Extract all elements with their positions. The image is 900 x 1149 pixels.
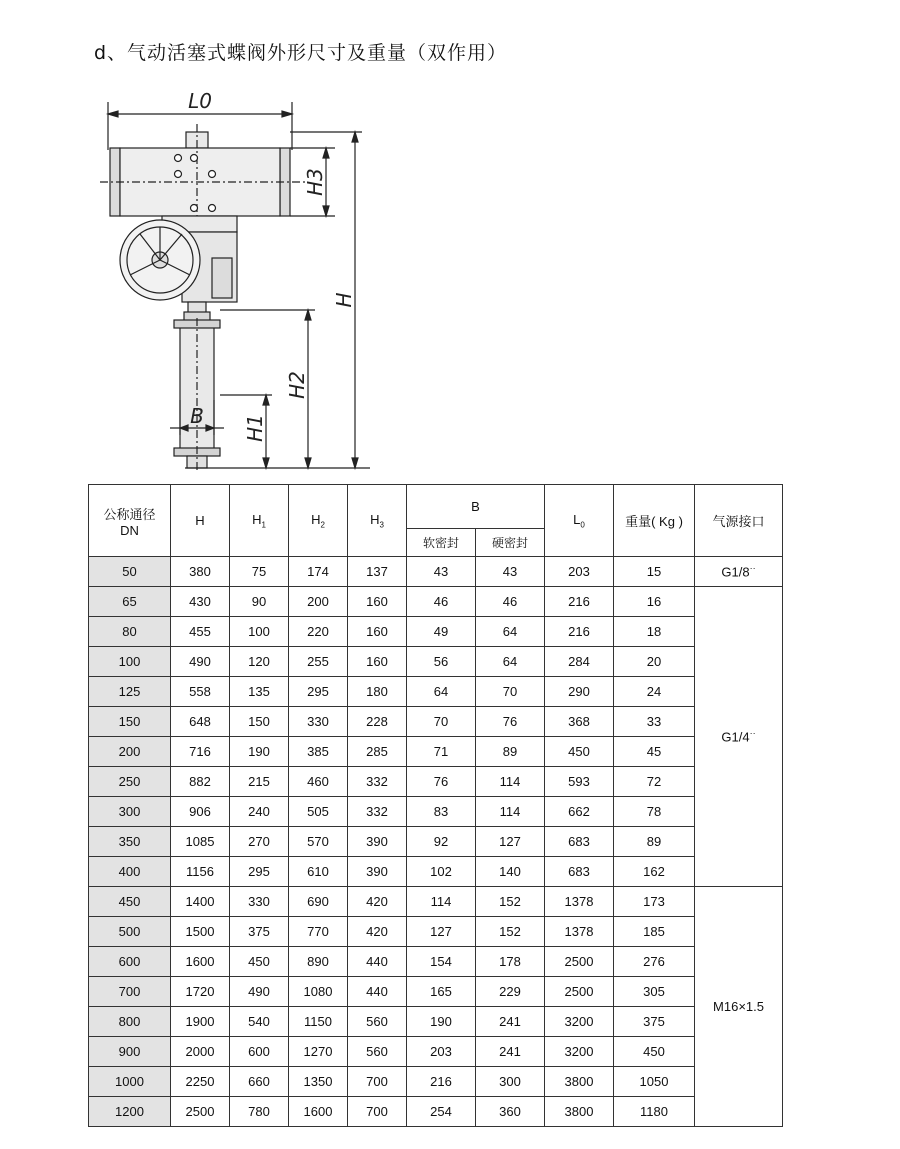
cell-b-hard: 241: [476, 1037, 545, 1067]
cell-b-soft: 92: [407, 827, 476, 857]
page-title: d、气动活塞式蝶阀外形尺寸及重量（双作用）: [94, 42, 508, 64]
cell-h3: 700: [348, 1067, 407, 1097]
table-row: [89, 677, 783, 707]
cell-h2: 610: [289, 857, 348, 887]
cell-h2: 570: [289, 827, 348, 857]
cell-h3: 180: [348, 677, 407, 707]
cell-dn: 100: [89, 647, 171, 677]
cell-weight: 16: [614, 587, 695, 617]
cell-weight: 20: [614, 647, 695, 677]
cell-l0: 683: [545, 857, 614, 887]
cell-weight: 18: [614, 617, 695, 647]
cell-b-soft: 190: [407, 1007, 476, 1037]
table-row: [89, 767, 783, 797]
cell-h2: 1350: [289, 1067, 348, 1097]
cell-h1: 600: [230, 1037, 289, 1067]
table-body: [89, 557, 783, 1127]
cell-b-soft: 254: [407, 1097, 476, 1127]
cell-dn: 350: [89, 827, 171, 857]
cell-dn: 200: [89, 737, 171, 767]
cell-air-connection: [695, 557, 783, 587]
cell-h1: 330: [230, 887, 289, 917]
header-dn-line1: 公称通径: [103, 506, 156, 522]
cell-l0: 216: [545, 587, 614, 617]
cell-b-hard: 89: [476, 737, 545, 767]
cell-weight: 78: [614, 797, 695, 827]
cell-dn: 1200: [89, 1097, 171, 1127]
cell-h2: 505: [289, 797, 348, 827]
valve-outline-drawing: [90, 80, 400, 475]
cell-l0: 662: [545, 797, 614, 827]
cell-air-connection: [695, 587, 783, 887]
cell-dn: 450: [89, 887, 171, 917]
cell-h: 2000: [171, 1037, 230, 1067]
cell-dn: 500: [89, 917, 171, 947]
dim-label-b: B: [190, 404, 204, 428]
cell-weight: 1180: [614, 1097, 695, 1127]
dim-label-h2: H2: [285, 371, 309, 399]
cell-weight: 276: [614, 947, 695, 977]
cell-h2: 1600: [289, 1097, 348, 1127]
cell-l0: 3800: [545, 1097, 614, 1127]
cell-h3: 420: [348, 917, 407, 947]
cell-h1: 450: [230, 947, 289, 977]
cell-h1: 780: [230, 1097, 289, 1127]
cell-h: 490: [171, 647, 230, 677]
cell-h: 716: [171, 737, 230, 767]
cell-h3: 160: [348, 587, 407, 617]
air-connection-inch-mark: ··: [749, 563, 756, 574]
cell-h: 1156: [171, 857, 230, 887]
cell-h: 2250: [171, 1067, 230, 1097]
cell-h3: 390: [348, 857, 407, 887]
cell-l0: 1378: [545, 917, 614, 947]
cell-l0: 1378: [545, 887, 614, 917]
cell-h: 430: [171, 587, 230, 617]
cell-h1: 295: [230, 857, 289, 887]
cell-b-hard: 127: [476, 827, 545, 857]
cell-h2: 330: [289, 707, 348, 737]
cell-l0: 3800: [545, 1067, 614, 1097]
cell-h1: 215: [230, 767, 289, 797]
cell-h2: 1080: [289, 977, 348, 1007]
cell-b-soft: 102: [407, 857, 476, 887]
cell-b-soft: 70: [407, 707, 476, 737]
cell-weight: 1050: [614, 1067, 695, 1097]
cell-weight: 173: [614, 887, 695, 917]
table-row: [89, 827, 783, 857]
table-row: [89, 977, 783, 1007]
cell-dn: 400: [89, 857, 171, 887]
cell-l0: 2500: [545, 947, 614, 977]
cell-dn: 80: [89, 617, 171, 647]
cell-b-hard: 229: [476, 977, 545, 1007]
cell-h1: 120: [230, 647, 289, 677]
cell-h1: 270: [230, 827, 289, 857]
air-connection-label: G1/4: [721, 729, 750, 745]
table-row: [89, 707, 783, 737]
cell-b-soft: 64: [407, 677, 476, 707]
cell-h2: 460: [289, 767, 348, 797]
cell-weight: 33: [614, 707, 695, 737]
cell-dn: 600: [89, 947, 171, 977]
cell-b-hard: 76: [476, 707, 545, 737]
cell-h: 1500: [171, 917, 230, 947]
cell-h: 1085: [171, 827, 230, 857]
cell-dn: 300: [89, 797, 171, 827]
cell-l0: 216: [545, 617, 614, 647]
cell-b-hard: 43: [476, 557, 545, 587]
table-row: [89, 857, 783, 887]
cell-b-hard: 360: [476, 1097, 545, 1127]
cell-dn: 50: [89, 557, 171, 587]
cell-h3: 160: [348, 617, 407, 647]
cell-h2: 220: [289, 617, 348, 647]
cell-b-hard: 152: [476, 887, 545, 917]
cell-weight: 375: [614, 1007, 695, 1037]
cell-h1: 90: [230, 587, 289, 617]
cell-b-soft: 71: [407, 737, 476, 767]
cell-dn: 800: [89, 1007, 171, 1037]
header-b-hard-seal: 硬密封: [476, 529, 545, 557]
cell-h2: 690: [289, 887, 348, 917]
cell-h3: 420: [348, 887, 407, 917]
cell-weight: 89: [614, 827, 695, 857]
cell-weight: 162: [614, 857, 695, 887]
cell-h1: 190: [230, 737, 289, 767]
cell-h3: 440: [348, 977, 407, 1007]
air-connection-label: G1/8: [721, 564, 750, 580]
cell-h: 1900: [171, 1007, 230, 1037]
header-air-connection: 气源接口: [695, 485, 783, 557]
table-row: [89, 647, 783, 677]
cell-l0: 3200: [545, 1007, 614, 1037]
cell-b-soft: 127: [407, 917, 476, 947]
cell-dn: 125: [89, 677, 171, 707]
cell-h: 380: [171, 557, 230, 587]
cell-l0: 290: [545, 677, 614, 707]
cell-h3: 332: [348, 767, 407, 797]
cell-l0: 2500: [545, 977, 614, 1007]
cell-h3: 390: [348, 827, 407, 857]
cell-h3: 137: [348, 557, 407, 587]
cell-l0: 450: [545, 737, 614, 767]
cell-h3: 560: [348, 1007, 407, 1037]
header-h2: $H_2$: [289, 485, 348, 557]
cell-h3: 440: [348, 947, 407, 977]
cell-h: 1720: [171, 977, 230, 1007]
cell-weight: 450: [614, 1037, 695, 1067]
cell-h3: 560: [348, 1037, 407, 1067]
air-connection-label: M16×1.5: [713, 999, 764, 1014]
table-row: [89, 1097, 783, 1127]
dim-label-h3: H3: [303, 168, 327, 196]
cell-h: 455: [171, 617, 230, 647]
cell-dn: 700: [89, 977, 171, 1007]
cell-dn: 65: [89, 587, 171, 617]
cell-l0: 683: [545, 827, 614, 857]
cell-weight: 72: [614, 767, 695, 797]
cell-weight: 45: [614, 737, 695, 767]
cell-l0: 368: [545, 707, 614, 737]
header-dn: [89, 485, 171, 557]
table-row: [89, 587, 783, 617]
air-connection-inch-mark: ··: [749, 728, 756, 739]
cell-b-hard: 46: [476, 587, 545, 617]
header-dn-line2: DN: [120, 522, 139, 538]
cell-weight: 24: [614, 677, 695, 707]
cell-b-soft: 49: [407, 617, 476, 647]
dim-label-h: H: [332, 292, 356, 308]
header-l0: $L_0$: [545, 485, 614, 557]
cell-b-hard: 152: [476, 917, 545, 947]
cell-h: 1600: [171, 947, 230, 977]
cell-l0: 284: [545, 647, 614, 677]
table-row: [89, 797, 783, 827]
cell-b-soft: 203: [407, 1037, 476, 1067]
cell-l0: 593: [545, 767, 614, 797]
cell-dn: 900: [89, 1037, 171, 1067]
header-b-soft-seal: 软密封: [407, 529, 476, 557]
cell-h1: 540: [230, 1007, 289, 1037]
cell-h3: 160: [348, 647, 407, 677]
cell-h1: 150: [230, 707, 289, 737]
cell-h2: 1150: [289, 1007, 348, 1037]
cell-dn: 150: [89, 707, 171, 737]
cell-h2: 385: [289, 737, 348, 767]
cell-weight: 305: [614, 977, 695, 1007]
cell-b-hard: 70: [476, 677, 545, 707]
cell-h1: 660: [230, 1067, 289, 1097]
header-h: H: [171, 485, 230, 557]
cell-h2: 200: [289, 587, 348, 617]
header-h1: $H_1$: [230, 485, 289, 557]
cell-l0: 3200: [545, 1037, 614, 1067]
cell-dn: 250: [89, 767, 171, 797]
table-row: [89, 947, 783, 977]
cell-h1: 100: [230, 617, 289, 647]
cell-b-hard: 64: [476, 647, 545, 677]
cell-dn: 1000: [89, 1067, 171, 1097]
table-row: [89, 617, 783, 647]
cell-h2: 174: [289, 557, 348, 587]
header-b: B: [407, 485, 545, 529]
cell-b-hard: 114: [476, 767, 545, 797]
cell-b-soft: 216: [407, 1067, 476, 1097]
cell-b-hard: 178: [476, 947, 545, 977]
cell-h: 648: [171, 707, 230, 737]
table-row: [89, 1037, 783, 1067]
cell-b-soft: 83: [407, 797, 476, 827]
cell-h1: 75: [230, 557, 289, 587]
cell-b-hard: 114: [476, 797, 545, 827]
table-row: [89, 737, 783, 767]
cell-h: 882: [171, 767, 230, 797]
cell-h: 558: [171, 677, 230, 707]
cell-h1: 135: [230, 677, 289, 707]
cell-h3: 228: [348, 707, 407, 737]
header-h3: $H_3$: [348, 485, 407, 557]
cell-h2: 890: [289, 947, 348, 977]
cell-h3: 285: [348, 737, 407, 767]
table-row: [89, 917, 783, 947]
cell-b-soft: 56: [407, 647, 476, 677]
cell-b-hard: 64: [476, 617, 545, 647]
table-row: [89, 887, 783, 917]
cell-h: 1400: [171, 887, 230, 917]
dim-label-l0: L0: [188, 89, 212, 113]
cell-weight: 185: [614, 917, 695, 947]
dim-label-h1: H1: [243, 414, 267, 442]
cell-h2: 1270: [289, 1037, 348, 1067]
cell-h2: 255: [289, 647, 348, 677]
table-row: [89, 557, 783, 587]
table-row: [89, 1007, 783, 1037]
cell-b-soft: 43: [407, 557, 476, 587]
cell-h2: 295: [289, 677, 348, 707]
cell-b-hard: 300: [476, 1067, 545, 1097]
cell-b-soft: 114: [407, 887, 476, 917]
cell-weight: 15: [614, 557, 695, 587]
dimension-weight-table: [88, 484, 783, 1127]
cell-b-soft: 76: [407, 767, 476, 797]
cell-b-hard: 241: [476, 1007, 545, 1037]
cell-h3: 332: [348, 797, 407, 827]
cell-h1: 490: [230, 977, 289, 1007]
cell-l0: 203: [545, 557, 614, 587]
cell-h1: 375: [230, 917, 289, 947]
cell-b-soft: 46: [407, 587, 476, 617]
cell-b-hard: 140: [476, 857, 545, 887]
cell-h1: 240: [230, 797, 289, 827]
cell-b-soft: 154: [407, 947, 476, 977]
cell-h2: 770: [289, 917, 348, 947]
cell-h3: 700: [348, 1097, 407, 1127]
cell-h: 2500: [171, 1097, 230, 1127]
cell-h: 906: [171, 797, 230, 827]
header-weight: 重量( Kg ): [614, 485, 695, 557]
cell-air-connection: [695, 887, 783, 1127]
table-row: [89, 1067, 783, 1097]
cell-b-soft: 165: [407, 977, 476, 1007]
